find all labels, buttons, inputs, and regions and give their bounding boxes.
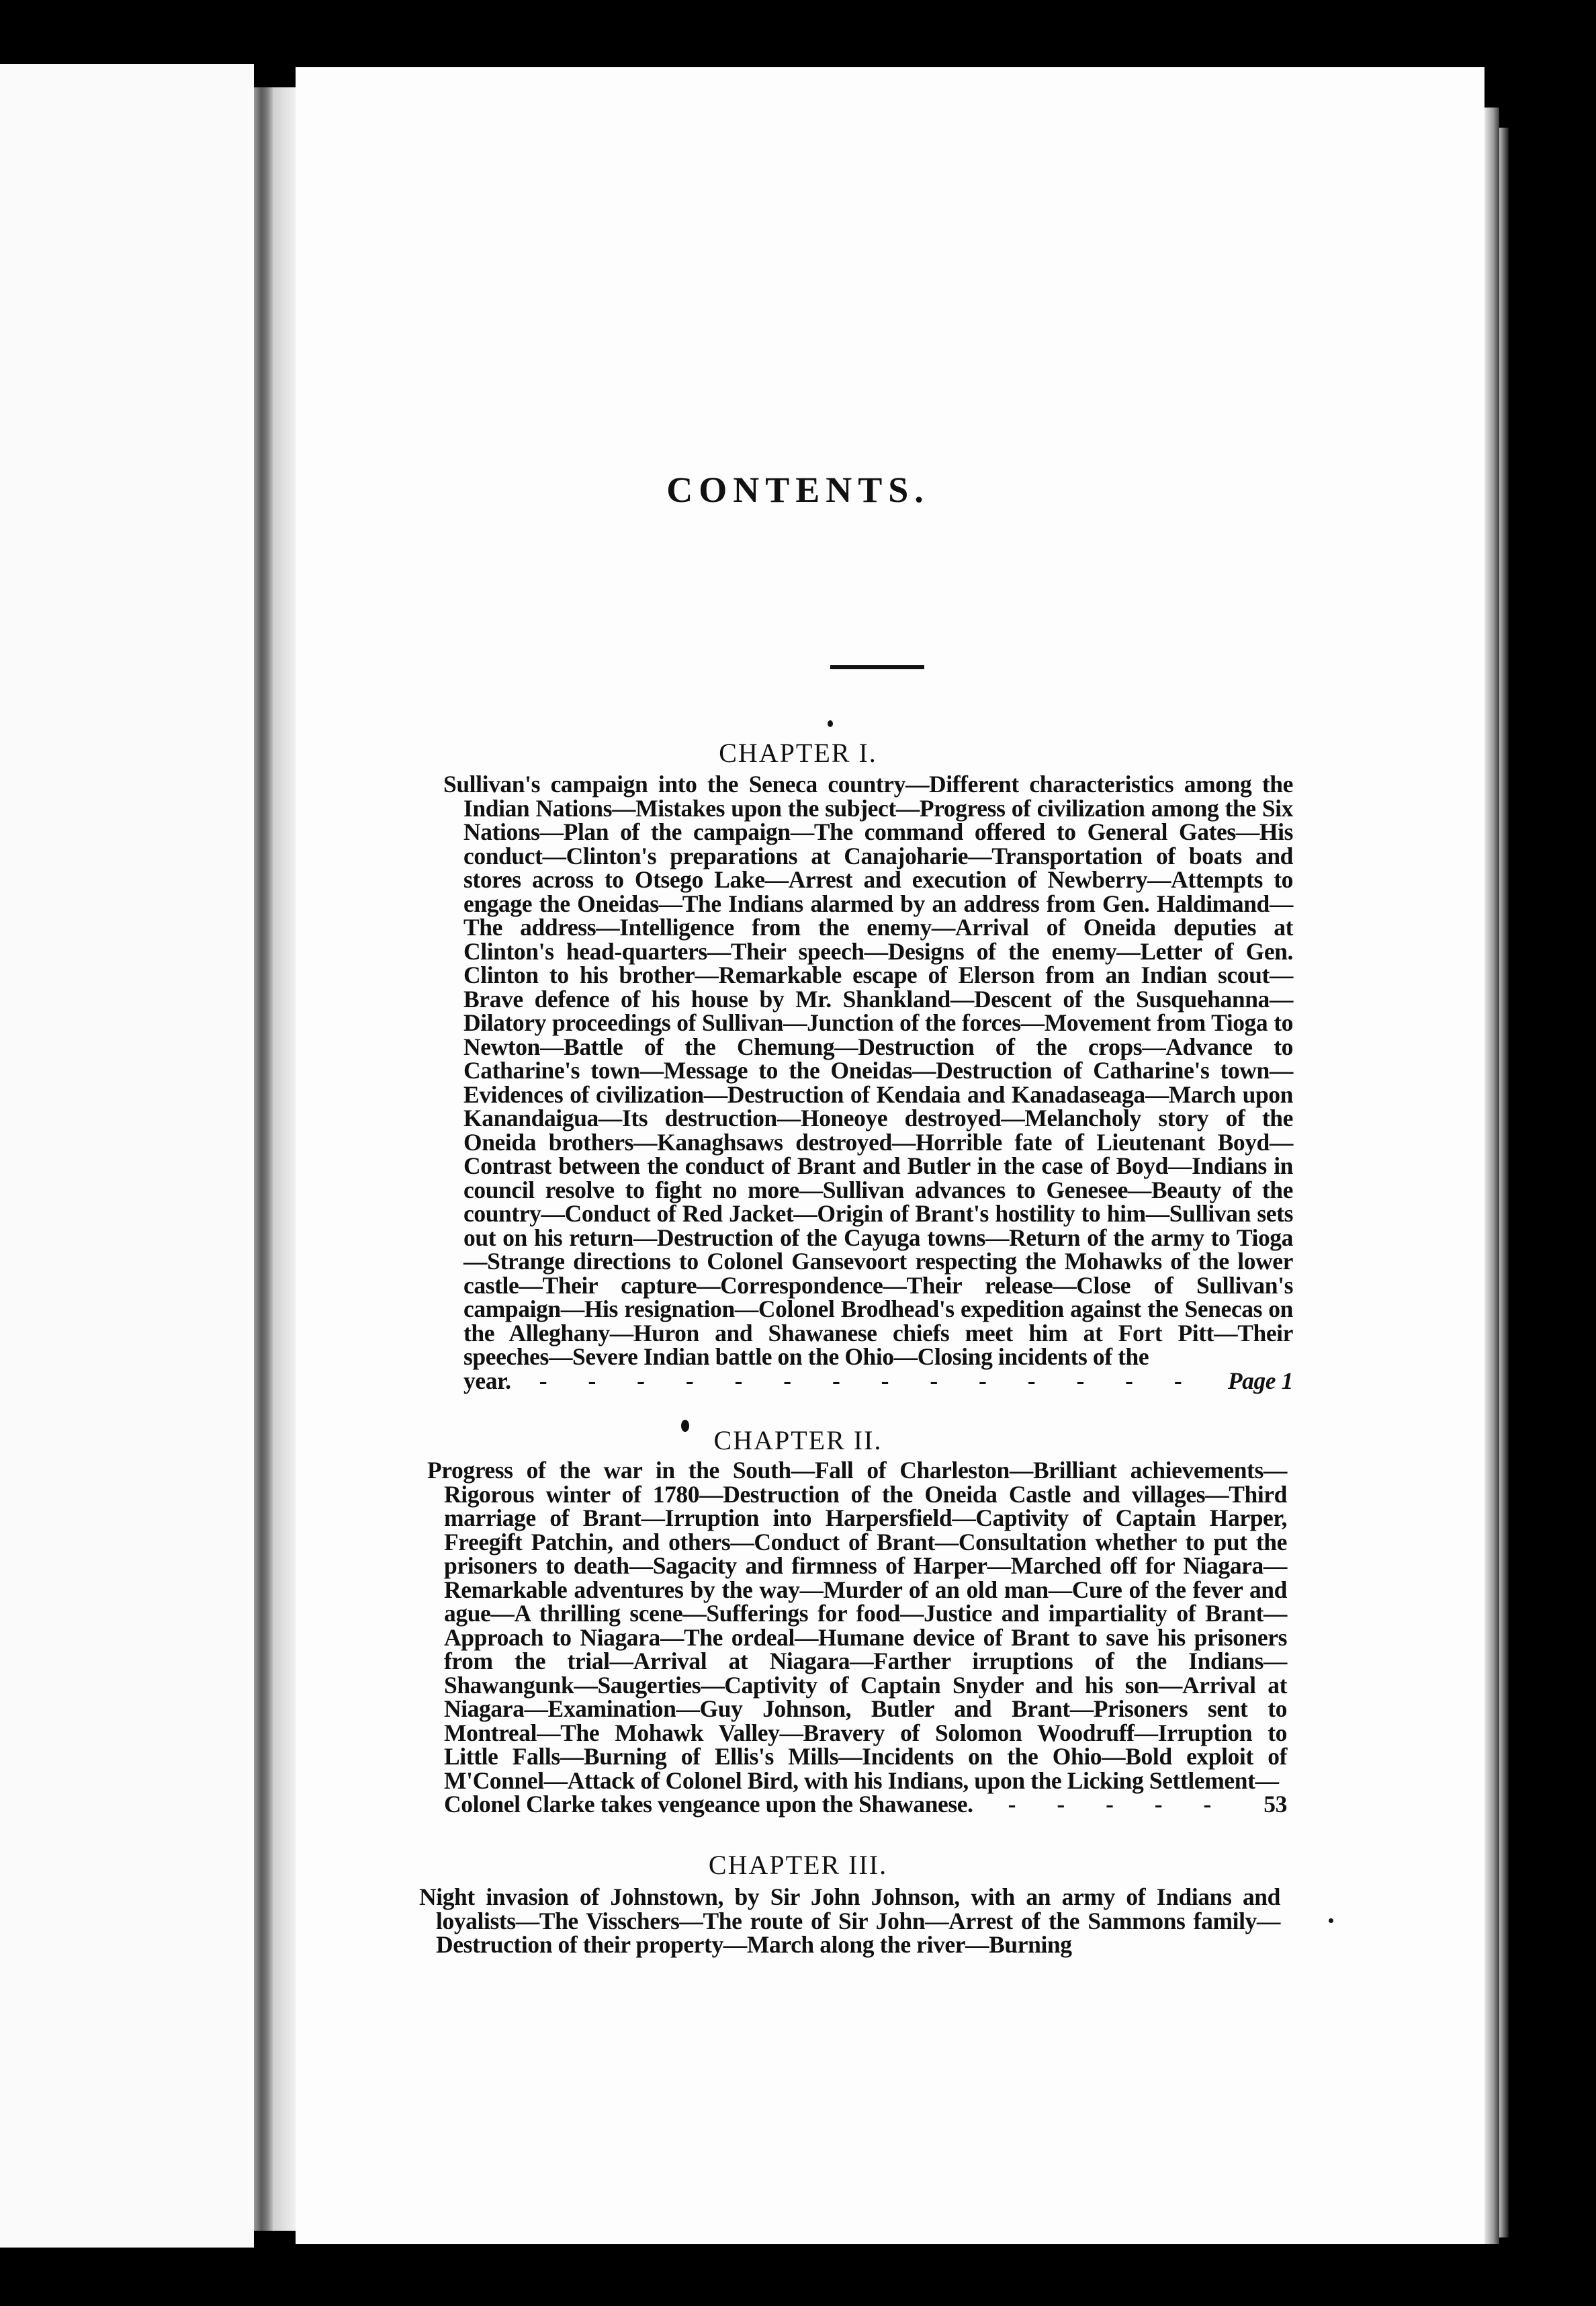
page-edge-shadow <box>1499 128 1509 2237</box>
chapter-1-tail: year. <box>463 1367 511 1394</box>
chapter-2-heading: CHAPTER II. <box>713 1425 883 1455</box>
chapter-3-heading: CHAPTER III. <box>708 1850 888 1880</box>
gutter-shadow <box>273 87 297 2231</box>
chapter-2-summary <box>427 1459 1287 1817</box>
chapter-1-page: Page 1 <box>1227 1367 1293 1394</box>
chapter-2-page: 53 <box>1264 1791 1287 1818</box>
page-edge <box>1484 108 1499 2244</box>
contents-title: CONTENTS. <box>666 470 930 510</box>
chapter-2-summary-text: Progress of the war in the South—Fall of Charleston—Brilliant achievements—Rigorous winter of 1780—Destruction of the Oneida Castle and villages—Third marriage of Brant—Irruption into Harpersfield—Captivity of Captain Harper, Freegift Patchin, and others—Conduct of Brant—Consultation whether to put the prisoners to death—Sagacity and firmness of Harper—Marched off for Niagara—Remarkable adventures by the way—Murder of an old man—Cure of the fever and ague—A thrilling scene—Sufferings for food—Justice and impartiality of Brant—Approach to Niagara—The ordeal—Humane device of Brant to save his prisoners from the trial—Arrival at Niagara—Farther irruptions of the Indians—Shawangunk—Saugerties—Captivity of Captain Snyder and his son—Arrival at Niagara—Examination—Guy Johnson, Butler and Brant—Prisoners sent to Montreal—The Mohawk Valley—Bravery of Solomon Woodruff—Irruption to Little Falls—Burning of Ellis's Mills—Incidents on the Ohio—Bold exploit of M'Connel—Attack of Colonel Bird, with his Indians, upon the Licking Settlement— <box>427 1457 1287 1794</box>
ink-speck <box>828 720 833 727</box>
chapter-2-tail-line <box>444 1793 1287 1817</box>
chapter-1-leader: - - - - - - - - - - - - - - <box>539 1367 1200 1394</box>
chapter-2-leader: - - - - - <box>1008 1791 1229 1818</box>
chapter-1-summary-text: Sullivan's campaign into the Seneca country—Different characteristics among the Indian Nations—Mistakes upon the subject—Progress of civilization among the Six Nations—Plan of the campaign—The command offered to General Gates—His conduct—Clinton's preparations at Canajoharie—Transportation of boats and stores across to Otsego Lake—Arrest and execution of Newberry—Attempts to engage the Oneidas—The Indians alarmed by an address from Gen. Haldimand—The address—Intelligence from the enemy—Arrival of Oneida deputies at Clinton's head-quarters—Their speech—Designs of the enemy—Letter of Gen. Clinton to his brother—Remarkable escape of Elerson from an Indian scout—Brave defence of his house by Mr. Shankland—Descent of the Susquehanna—Dilatory proceedings of Sullivan—Junction of the forces—Movement from Tioga to Newton—Battle of the Chemung—Destruction of the crops—Advance to Catharine's town—Message to the Oneidas—Destruction of Catharine's town—Evidences of civilization—Destruction of Kendaia and Kanadaseaga—March upon Kanandaigua—Its destruction—Honeoye destroyed—Melancholy story of the Oneida brothers—Kanaghsaws destroyed—Horrible fate of Lieutenant Boyd—Contrast between the conduct of Brant and Butler in the case of Boyd—Indians in council resolve to fight no more—Sullivan advances to Genesee—Beauty of the country—Conduct of Red Jacket—Origin of Brant's hostility to him—Sullivan sets out on his return—Destruction of the Cayuga towns—Return of the army to Tioga—Strange directions to Colonel Gansevoort respecting the Mohawks of the lower castle—Their capture—Correspondence—Their release—Close of Sullivan's campaign—His resignation—Colonel Brodhead's expedition against the Senecas on the Alleghany—Huron and Shawanese chiefs meet him at Fort Pitt—Their speeches—Severe Indian battle on the Ohio—Closing incidents of the <box>443 771 1293 1370</box>
chapter-1-tail-line <box>463 1369 1293 1394</box>
ink-speck <box>1329 1918 1333 1923</box>
facing-page-left <box>0 64 254 2248</box>
chapter-3-summary <box>419 1885 1280 1957</box>
ink-speck <box>681 1420 689 1432</box>
book-gutter <box>254 87 273 2231</box>
chapter-2-tail: Colonel Clarke takes vengeance upon the Shawanese. <box>444 1791 973 1818</box>
chapter-1-summary <box>443 773 1293 1393</box>
chapter-3-summary-text: Night invasion of Johnstown, by Sir John Johnson, with an army of Indians and loyalists—The Visschers—The route of Sir John—Arrest of the Sammons family—Destruction of their property—March along the river—Burning <box>419 1883 1280 1958</box>
title-rule <box>830 665 924 669</box>
chapter-1-heading: CHAPTER I. <box>719 738 877 768</box>
